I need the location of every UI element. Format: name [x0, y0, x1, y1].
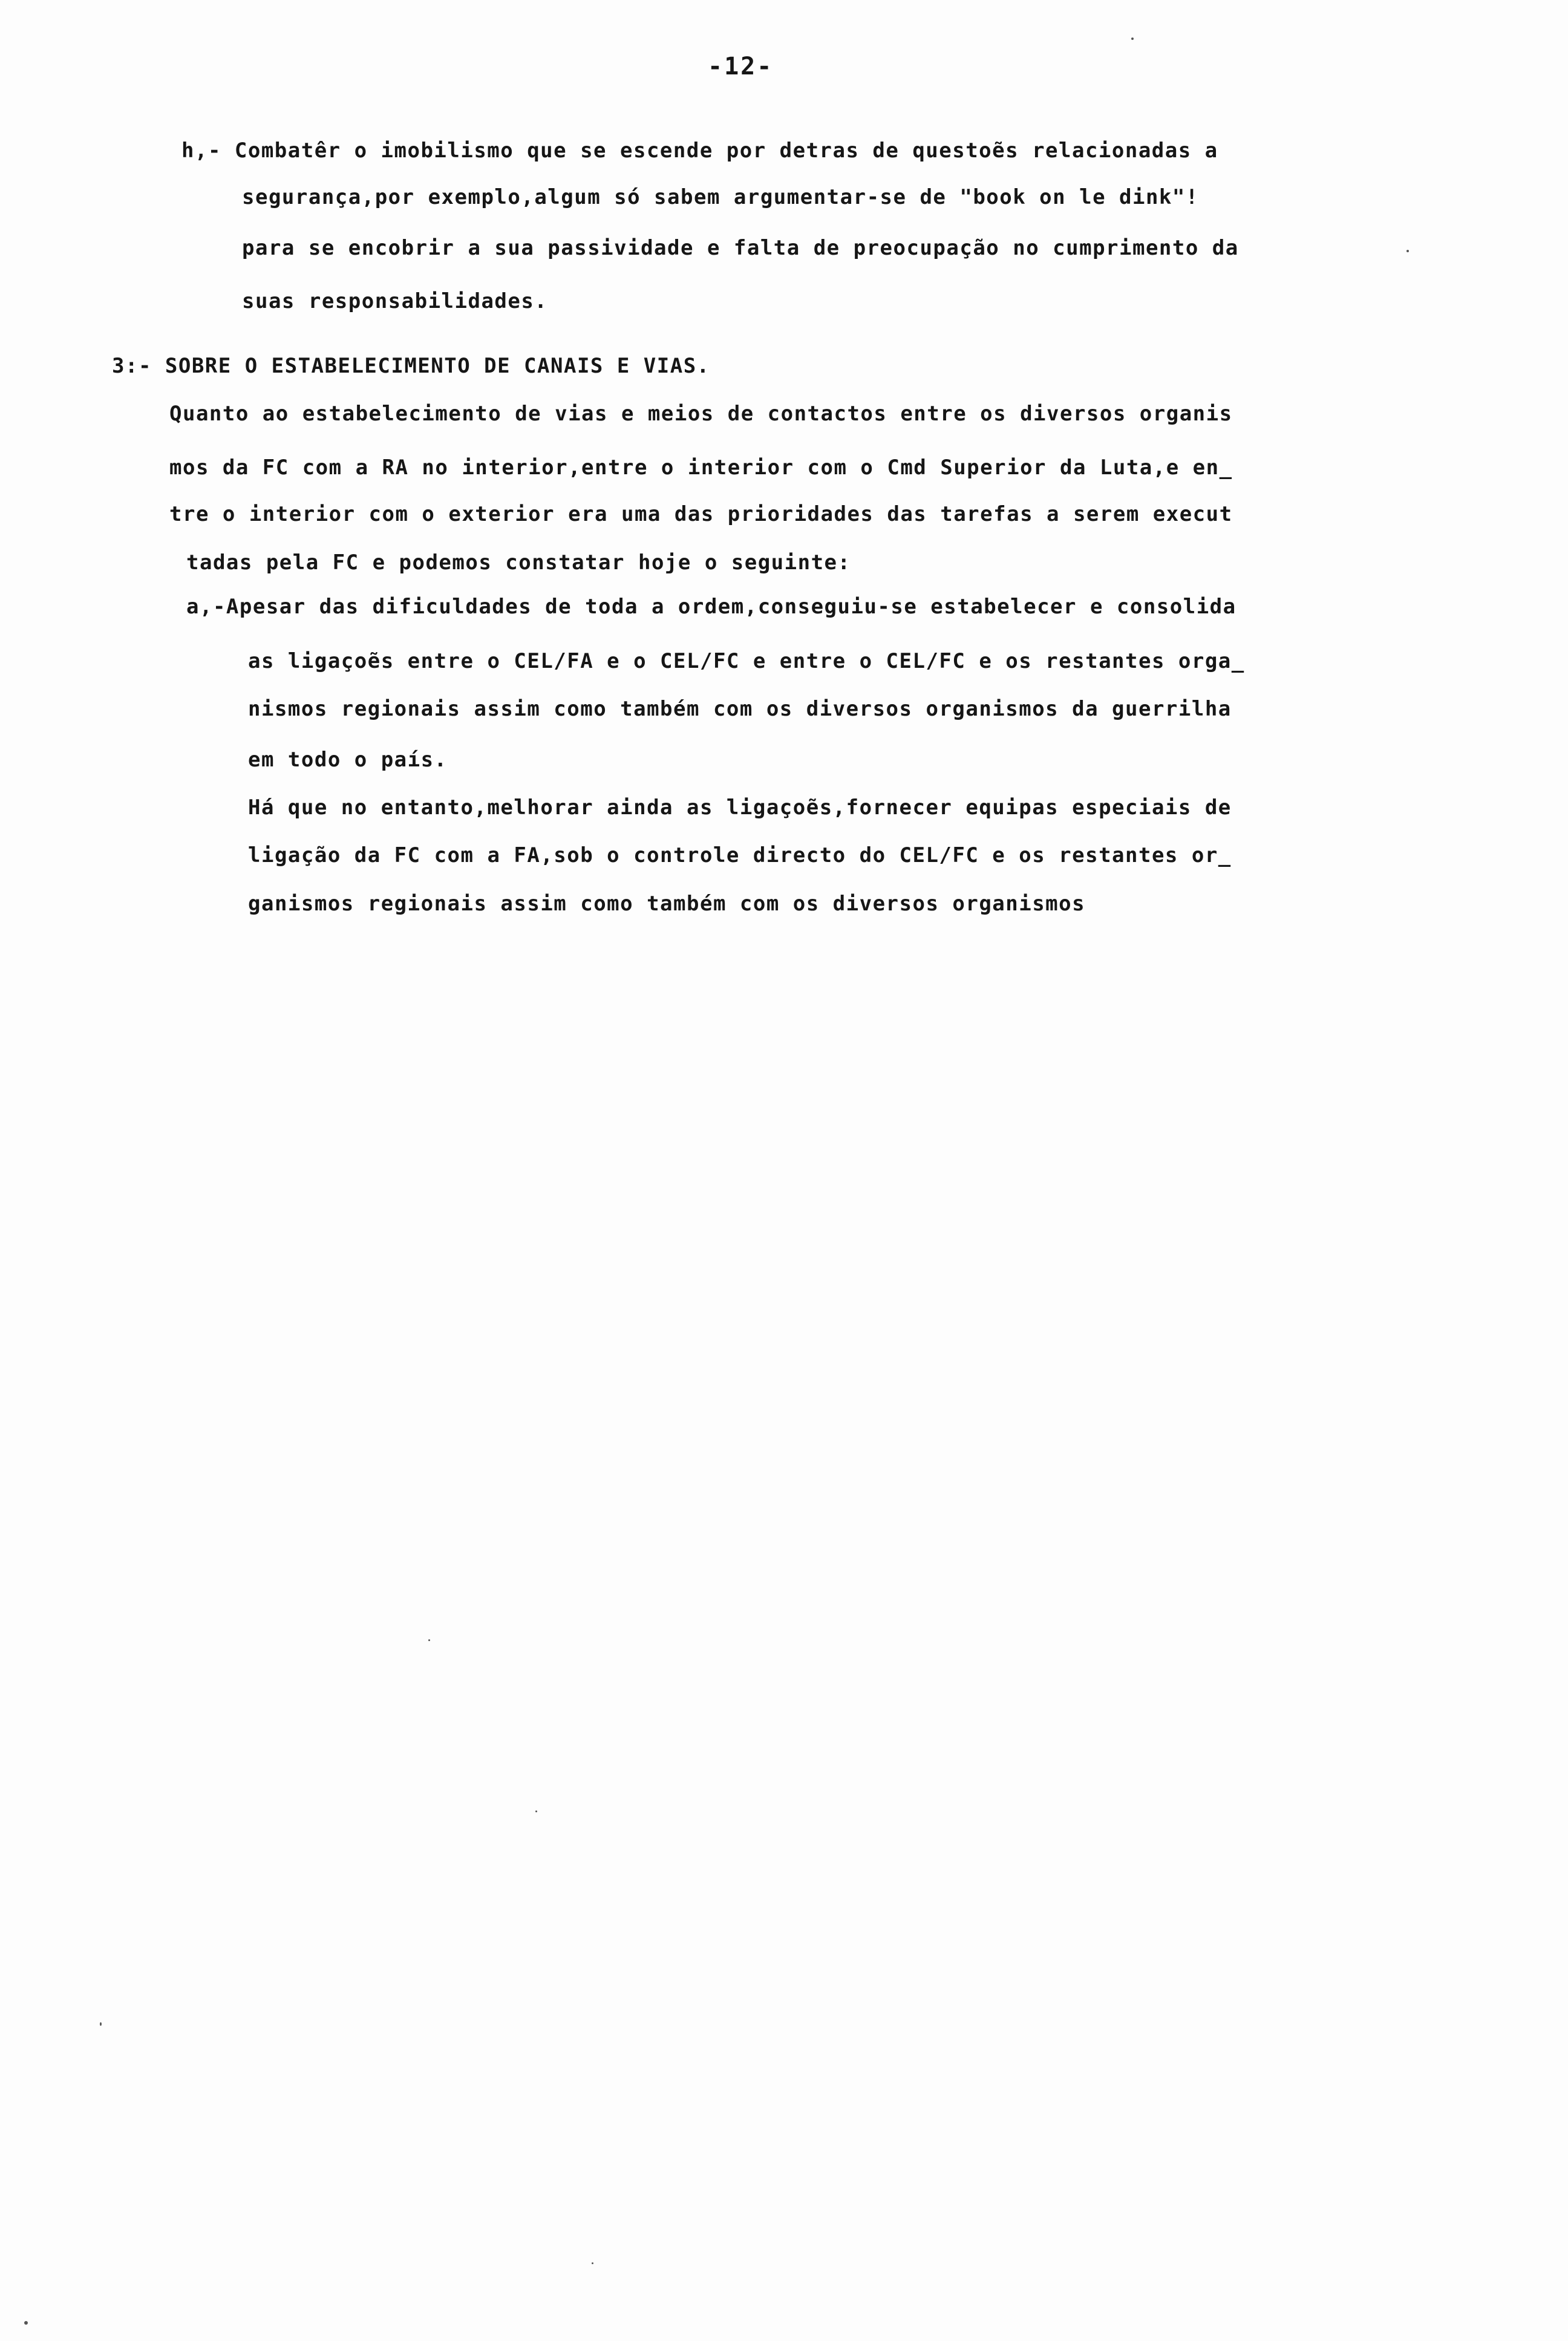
scan-speck: [1406, 250, 1409, 252]
section-3-paragraph-line-3: tre o interior com o exterior era uma das prioridades das tarefas a serem execut: [169, 502, 1233, 526]
scan-speck: [24, 2321, 28, 2325]
item-h-line-3: para se encobrir a sua passividade e falta de preocupação no cumprimento da: [242, 236, 1239, 260]
item-h-line-1: h,- Combatêr o imobilismo que se escende por detras de questoẽs relacionadas a: [181, 139, 1218, 163]
scan-speck: [428, 1639, 430, 1641]
item-h-line-2: segurança,por exemplo,algum só sabem argumentar-se de "book on le dink"!: [242, 185, 1199, 209]
item-a-line-2: as ligaçoẽs entre o CEL/FA e o CEL/FC e entre o CEL/FC e os restantes orga_: [248, 649, 1245, 673]
scan-speck: [1131, 38, 1134, 40]
item-a-continued-line-3: ganismos regionais assim como também com os diversos organismos: [248, 892, 1086, 916]
scan-speck: [535, 1810, 537, 1812]
page-number: -12-: [708, 53, 774, 80]
item-h-line-4: suas responsabilidades.: [242, 289, 548, 313]
item-a-line-1: a,-Apesar das dificuldades de toda a ordem,conseguiu-se estabelecer e consolida: [186, 595, 1236, 619]
section-3-heading: 3:- SOBRE O ESTABELECIMENTO DE CANAIS E VIAS.: [112, 354, 710, 378]
section-3-paragraph-line-4: tadas pela FC e podemos constatar hoje o seguinte:: [186, 550, 851, 575]
section-3-paragraph-line-2: mos da FC com a RA no interior,entre o interior com o Cmd Superior da Luta,e en_: [169, 455, 1233, 480]
item-a-continued-line-2: ligação da FC com a FA,sob o controle directo do CEL/FC e os restantes or_: [248, 843, 1232, 867]
item-a-continued-line-1: Há que no entanto,melhorar ainda as ligaçoẽs,fornecer equipas especiais de: [248, 795, 1232, 820]
section-3-paragraph-line-1: Quanto ao estabelecimento de vias e meios de contactos entre os diversos organis: [169, 402, 1233, 426]
scan-speck: [592, 2262, 593, 2264]
item-a-line-3: nismos regionais assim como também com os diversos organismos da guerrilha: [248, 697, 1232, 721]
item-a-line-4: em todo o país.: [248, 748, 448, 772]
scan-speck: [100, 2022, 102, 2026]
